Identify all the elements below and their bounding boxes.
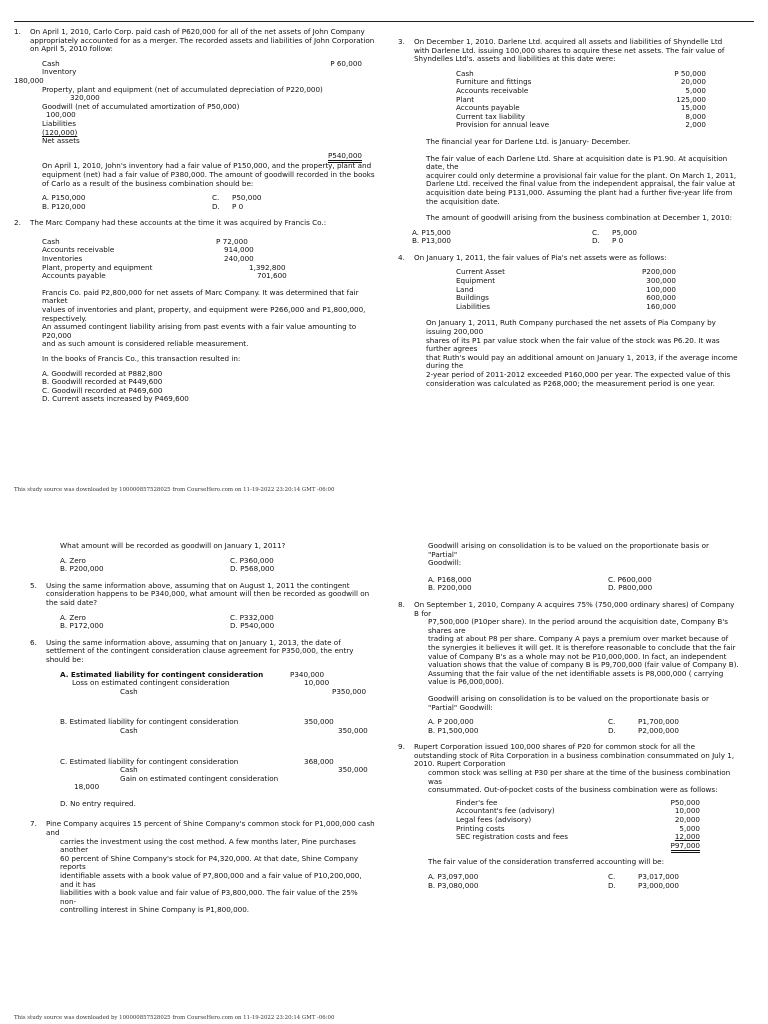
paragraph: On January 1, 2011, Ruth Company purchased the net assets of Pia Company by issuing 200,000 [426, 318, 716, 337]
cost-value: 12,000 [674, 832, 700, 842]
account-value: 5,000 [685, 85, 706, 95]
line-value: 100,000 [46, 110, 76, 120]
question-number: 5. [30, 580, 37, 590]
account-name: Land [456, 284, 474, 294]
choice-a: A. P150,000 [42, 193, 86, 203]
line-label: Goodwill (net of accumulated amortization of P50,000) [42, 101, 240, 111]
question-3 [398, 38, 738, 246]
choice-c: P3,017,000 [638, 872, 679, 881]
entry-credit: Cash [120, 725, 138, 735]
question-8 [398, 601, 740, 735]
question-5 [14, 582, 376, 631]
line-value: (120,000) [42, 127, 78, 137]
entry-amount: 350,000 [338, 725, 368, 735]
choice-d: P 0 [612, 236, 624, 246]
account-value: 20,000 [680, 77, 706, 87]
choice-d: P3,000,000 [638, 880, 679, 890]
choice-label: D. [608, 880, 616, 890]
choice-a: A. Zero [60, 612, 86, 622]
paragraph: and as such amount is considered reliable measurement. [42, 339, 249, 349]
download-footer: This study source was downloaded by 100000857528025 from CourseHero.com on 11-19-2022 23:20:14 GMT -06:00 [14, 487, 335, 493]
paragraph: The financial year for Darlene Ltd. is January- December. [426, 136, 631, 146]
page1-left-column [14, 28, 376, 404]
line-value: P540,000 [328, 151, 362, 163]
cost-name: SEC registration costs and fees [456, 832, 569, 842]
choice-c: P1,700,000 [638, 717, 679, 727]
entry-debit: Loss on estimated contingent consideration [72, 678, 230, 688]
account-value: P 50,000 [674, 68, 706, 78]
choice-d: D. P800,000 [608, 583, 653, 593]
account-name: Provision for annual leave [456, 120, 550, 130]
account-value: 1,392,800 [249, 262, 286, 272]
account-name: Accounts receivable [42, 245, 115, 255]
paragraph: controlling interest in Shine Company is P1,800,000. [60, 905, 250, 915]
choice-c: C. Goodwill recorded at P469,600 [42, 385, 163, 395]
choice-d: D. Current assets increased by P469,600 [42, 394, 189, 404]
question-4-continued [14, 542, 376, 574]
account-value: 125,000 [676, 94, 706, 104]
paragraph: identifiable assets with a book value of P7,800,000 and a fair value of P10,200,000, and it has [60, 871, 362, 889]
choice-a: A. P15,000 [412, 227, 451, 237]
question-number: 6. [30, 637, 37, 647]
account-name: Furniture and fittings [456, 77, 532, 87]
account-value: 914,000 [224, 245, 254, 255]
choice-c: C. P600,000 [608, 574, 652, 584]
line-label: Inventory [42, 67, 77, 77]
entry-debit: B. Estimated liability for contingent consideration [60, 717, 239, 727]
paragraph: carries the investment using the cost method. A few months later, Pine purchases another [60, 836, 356, 855]
entry-debit: C. Estimated liability for contingent consideration [60, 756, 239, 766]
question-number: 1. [14, 27, 21, 36]
entry-debit: A. Estimated liability for contingent consideration [60, 669, 264, 679]
account-name: Accounts payable [42, 271, 106, 281]
account-name: Cash [42, 236, 60, 246]
entry-amount: 350,000 [304, 717, 334, 727]
question-text: Rupert Corporation issued 100,000 shares of P20 for common stock for all the outstanding stock of Rita Corporation in a business combination consummated on July 1, 2010. Rupert Corporation [414, 742, 735, 769]
paragraph: An assumed contingent liability arising from past events with a fair value amounting to P20,000 [42, 322, 357, 340]
account-value: 160,000 [646, 301, 676, 311]
paragraph: consummated. Out-of-pocket costs of the business combination were as follows: [428, 785, 718, 795]
page1-right-column [398, 38, 738, 388]
choice-b: B. Goodwill recorded at P449,600 [42, 377, 163, 387]
account-name: Plant, property and equipment [42, 262, 153, 272]
choice-b: B. P3,080,000 [428, 880, 479, 890]
account-name: Accounts receivable [456, 85, 529, 95]
cost-value: 20,000 [674, 815, 700, 825]
choice-d: D. P540,000 [230, 621, 275, 631]
entry-amount: 368,000 [304, 756, 334, 766]
paragraph: common stock was selling at P30 per share at the time of the business combination was [428, 768, 731, 786]
cost-name: Finder's fee [456, 797, 498, 807]
paragraph: In the books of Francis Co., this transaction resulted in: [42, 354, 241, 363]
account-name: Current tax liability [456, 111, 526, 121]
choice-a: A. P168,000 [428, 574, 472, 584]
entry-credit: Cash [120, 765, 138, 775]
choice-d: D. No entry required. [60, 798, 136, 808]
choice-label: D. [212, 201, 220, 211]
question-text: Using the same information above, assuming that on January 1, 2013, the date of settlement of the contingent consideration clause agreement for P350,000, the entry should be: [46, 637, 354, 664]
question-2 [14, 219, 376, 404]
question-number: 3. [398, 37, 405, 46]
line-value: P 60,000 [330, 58, 362, 68]
question-text: On April 1, 2010, Carlo Corp. paid cash of P620,000 for all of the net assets of John Company appropriately accounted for as a merger. The recorded assets and liabilities of John Corporation on April 5, 2010 follow: [30, 27, 375, 54]
question-number: 7. [30, 819, 37, 829]
choice-b: B. P120,000 [42, 201, 86, 211]
choice-b: B. P200,000 [60, 564, 104, 574]
entry-amount: 350,000 [338, 765, 368, 775]
choice-label: C. [608, 717, 616, 727]
paragraph: shares of its P1 par value stock when the fair value of the stock was P6.20. It was further agrees [426, 335, 720, 354]
page2-right-column [398, 542, 740, 890]
account-name: Current Asset [456, 267, 505, 277]
question-text: On January 1, 2011, the fair values of Pia's net assets were as follows: [414, 252, 667, 262]
question-text: Goodwill: [428, 558, 462, 568]
account-value: 100,000 [646, 284, 676, 294]
question-number: 9. [398, 742, 405, 752]
line-value: 320,000 [70, 93, 100, 103]
choice-d: P 0 [232, 201, 244, 211]
account-name: Buildings [456, 293, 489, 303]
page2-left-column [14, 542, 376, 915]
account-value: 15,000 [680, 103, 706, 113]
account-name: Inventories [42, 254, 83, 264]
line-label: Net assets [42, 136, 80, 146]
question-4 [398, 254, 738, 388]
question-7 [14, 820, 376, 915]
paragraph: 60 percent of Shine Company's stock for P4,320,000. At that date, Shine Company reports [60, 853, 359, 872]
question-text: Goodwill arising on consolidation is to be valued on the proportionate basis or "Partial" [428, 541, 709, 559]
account-name: Liabilities [456, 301, 490, 311]
cost-value: 10,000 [674, 806, 700, 816]
question-text: What amount will be recorded as goodwill on January 1, 2011? [60, 541, 286, 550]
question-number: 2. [14, 218, 21, 228]
account-value: 8,000 [685, 111, 706, 121]
entry-amount: P340,000 [290, 669, 325, 679]
choice-d: D. P568,000 [230, 564, 275, 574]
paragraph: acquirer could only determine a provisional fair value for the plant. On March 1, 2011, Darlene Ltd. received the final value from the independent appraisal, the fair value at acquisition date being P131,000. Assuming the plant had a further five-year life from the acquisition date. [426, 170, 737, 206]
line-label: Property, plant and equipment (net of accumulated depreciation of P220,000) [42, 84, 323, 94]
cost-name: Accountant's fee (advisory) [456, 806, 555, 816]
choice-c: P5,000 [612, 227, 637, 237]
paragraph: The fair value of the consideration transferred accounting will be: [428, 857, 664, 867]
choice-label: C. [212, 193, 220, 203]
question-text: Pine Company acquires 15 percent of Shine Company's common stock for P1,000,000 cash and [46, 819, 375, 838]
entry-amount: P350,000 [332, 686, 367, 696]
cost-name: Printing costs [456, 823, 505, 833]
paragraph: values of inventories and plant, property, and equipment were P266,000 and P1,800,000, respectively. [42, 305, 366, 323]
account-value: 240,000 [224, 254, 254, 264]
account-name: Plant [456, 94, 475, 104]
choice-d: P2,000,000 [638, 725, 679, 735]
paragraph: trading at about P8 per share. Company A pays a premium over market because of the synergies it believes it will get. It is therefore reasonable to conclude that the fair value of Company B's as a whole may not be P10,000,000. In fact, an independent valuation shows that the value of company B is P9,700,000 (fair value of Company B). Assuming that the fair value of the net identifiable assets is P8,000,000 ( carrying value is P6,000,000). [428, 634, 739, 687]
top-rule [14, 21, 754, 22]
account-value: 701,600 [257, 271, 287, 281]
question-text: On September 1, 2010, Company A acquires 75% (750,000 ordinary shares) of Company B for [414, 599, 735, 618]
paragraph: liabilities with a book value and fair value of P3,800,000. The fair value of the 25% non- [60, 888, 358, 906]
question-text: On April 1, 2010, John's inventory had a fair value of P150,000, and the property, plant and equipment (net) had a fair value of P380,000. The amount of goodwill recorded in the books of Carlo as a result of the business combination should be: [42, 161, 375, 188]
line-value: 180,000 [14, 75, 44, 85]
cost-name: Legal fees (advisory) [456, 815, 532, 825]
line-label: Cash [42, 58, 60, 68]
account-value: P 72,000 [216, 236, 248, 246]
choice-label: C. [592, 227, 600, 237]
choice-a: A. Goodwill recorded at P882,800 [42, 368, 163, 378]
question-1 [14, 28, 376, 211]
choice-b: B. P200,000 [428, 583, 472, 593]
choice-c: C. P332,000 [230, 612, 274, 622]
question-7-continued [398, 542, 740, 593]
choice-c: P50,000 [232, 193, 262, 203]
paragraph: Goodwill arising on consolidation is to be valued on the proportionate basis or "Partial" Goodwill: [428, 693, 709, 712]
account-value: 2,000 [685, 120, 706, 130]
account-value: 600,000 [646, 293, 676, 303]
question-9 [398, 743, 740, 890]
question-number: 8. [398, 599, 405, 609]
choice-label: D. [608, 725, 616, 735]
choice-a: A. Zero [60, 555, 86, 565]
choice-b: B. P13,000 [412, 236, 451, 246]
question-text: Using the same information above, assuming that on August 1, 2011 the contingent consideration happens to be P340,000, what amount will then be recorded as goodwill on the said date? [46, 580, 370, 607]
question-6 [14, 639, 376, 809]
paragraph: The amount of goodwill arising from the business combination at December 1, 2010: [426, 213, 732, 223]
choice-a: A. P3,097,000 [428, 872, 479, 881]
paragraph: The fair value of each Darlene Ltd. Share at acquisition date is P1.90. At acquisition date, the [426, 153, 728, 172]
question-text: The Marc Company had these accounts at the time it was acquired by Francis Co.: [30, 218, 327, 228]
account-name: Equipment [456, 276, 496, 286]
choice-c: C. P360,000 [230, 555, 274, 565]
cost-value: 5,000 [679, 823, 700, 833]
account-value: P200,000 [641, 267, 676, 277]
account-value: 300,000 [646, 276, 676, 286]
paragraph: that Ruth's would pay an additional amount on January 1, 2013, if the average income during the [426, 352, 738, 371]
paragraph: P7,500,000 (P10per share). In the period around the acquisition date, Company B's shares are [428, 617, 729, 635]
choice-label: C. [608, 872, 616, 881]
account-name: Accounts payable [456, 103, 520, 113]
entry-amount: 10,000 [304, 678, 330, 688]
entry-credit: Gain on estimated contingent consideration [120, 773, 279, 783]
choice-b: B. P172,000 [60, 621, 104, 631]
cost-total: P97,000 [671, 841, 700, 853]
question-number: 4. [398, 252, 405, 262]
cost-value: P50,000 [670, 797, 700, 807]
entry-credit: Cash [120, 686, 138, 696]
choice-a: A. P 200,000 [428, 717, 474, 727]
download-footer: This study source was downloaded by 100000857528025 from CourseHero.com on 11-19-2022 23:20:14 GMT -06:00 [14, 1015, 335, 1021]
account-name: Cash [456, 68, 474, 78]
choice-label: D. [592, 236, 600, 246]
question-text: On December 1, 2010. Darlene Ltd. acquired all assets and liabilities of Shyndelle Ltd with Darlene Ltd. issuing 100,000 shares to acquire these net assets. The fair value of Shyndelles Ltd's. assets and liabilities at this date were: [414, 37, 725, 64]
paragraph: Francis Co. paid P2,800,000 for net assets of Marc Company. It was determined that fair market [42, 287, 359, 306]
choice-b: B. P1,500,000 [428, 725, 479, 735]
paragraph: 2-year period of 2011-2012 exceeded P160,000 per year. The expected value of this consideration was calculated as P268,000; the measurement period is one year. [426, 370, 731, 388]
entry-amount: 18,000 [74, 782, 100, 792]
line-label: Liabilities [42, 118, 76, 128]
